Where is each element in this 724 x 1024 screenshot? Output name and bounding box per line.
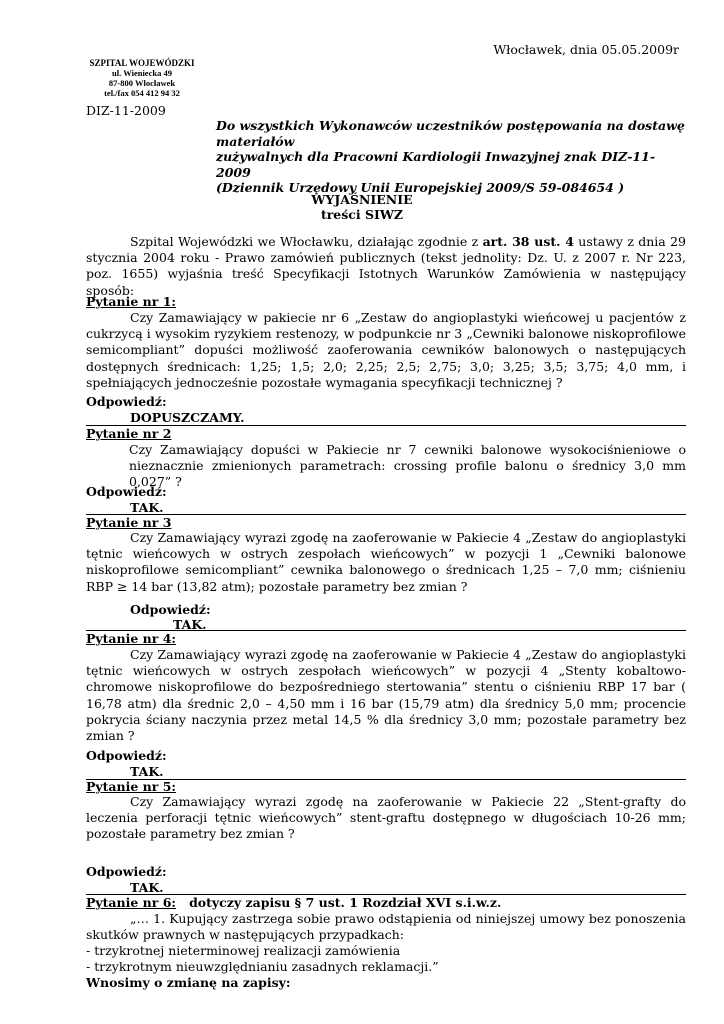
stamp-line-street: ul. Wieniecka 49 (112, 68, 172, 78)
intro-legal-ref: art. 38 ust. 4 (482, 234, 574, 249)
answer-2-value: TAK. (130, 500, 164, 515)
title-line-2: treści SIWZ (320, 207, 404, 222)
hospital-stamp (88, 58, 196, 98)
stamp-line-name: SZPITAL WOJEWÓDZKI (89, 58, 195, 68)
title-line-1: WYJAŚNIENIE (311, 192, 413, 207)
intro-paragraph: Szpital Wojewódzki we Włocławku, działając zgodnie z art. 38 ust. 4 ustawy z dnia 29 stycznia 2004 roku - Prawo zamówień publicznych (tekst jednolity: Dz. U. z 2007 r. Nr 223, poz. 1655) wyjaśnia treść Specyfikacji Istotnych Warunków Zamówienia w następujący sposób: (86, 234, 687, 298)
answer-4-label: Odpowiedź: (86, 748, 167, 763)
question-5-text: Czy Zamawiający wyrazi zgodę na zaoferowanie w Pakiecie 22 „Stent-grafty do leczenia perforacji tętnic wieńcowych” stent-graftu dostępnego w długościach 10-26 mm; pozostałe parametry bez zmian ? (86, 794, 686, 842)
answer-3-value: TAK. (173, 617, 207, 632)
question-3-text: Czy Zamawiający wyrazi zgodę na zaoferowanie w Pakiecie 4 „Zestaw do angioplastyki tętnic wieńcowych w ostrych zespołach wieńcowych” w pozycji 1 „Cewniki balonowe niskoprofilowe semicompliant” cewnika balonowego o średnicach 1,25 – 7,0 mm; ciśnieniu RBP ≥ 14 bar (13,82 atm); pozostałe parametry bez zmian ? (86, 530, 686, 594)
question-6-quote-line: - trzykrotnej nieterminowej realizacji zamówienia (86, 943, 401, 958)
answer-3-label: Odpowiedź: (130, 602, 211, 617)
addressee-line: Do wszystkich Wykonawców uczestników postępowania na dostawę materiałów (216, 118, 685, 149)
answer-4-value: TAK. (130, 764, 164, 779)
question-6-label: Pytanie nr 6: (86, 895, 177, 910)
question-1-label: Pytanie nr 1: (86, 294, 177, 309)
question-4-label: Pytanie nr 4: (86, 631, 177, 646)
stamp-line-phone: tel./fax 054 412 94 32 (104, 88, 180, 98)
answer-5-value: TAK. (130, 880, 164, 895)
question-6-heading (86, 895, 501, 911)
answer-1-label: Odpowiedź: (86, 394, 167, 409)
question-2-label: Pytanie nr 2 (86, 426, 172, 441)
question-6-subject: dotyczy zapisu § 7 ust. 1 Rozdział XVI s.i.w.z. (176, 895, 502, 910)
addressee-block (216, 118, 686, 196)
addressee-line: zużywalnych dla Pracowni Kardiologii Inwazyjnej znak DIZ-11-2009 (216, 149, 656, 180)
question-4-text: Czy Zamawiający wyrazi zgodę na zaoferowanie w Pakiecie 4 „Zestaw do angioplastyki tętnic wieńcowych w ostrych zespołach wieńcowych” w pozycji 4 „Stenty kobaltowo-chromowe niskoprofilowe do bezpośredniego stertowania” stentu o ciśnieniu RBP 17 bar ( 16,78 atm) dla średnic 2,0 – 4,50 mm i 16 bar (15,79 atm) dla średnicy 5,0 mm; procencie pokrycia ściany naczynia przez metal 14,5 % dla średnicy 3,0 mm; pozostałe parametry bez zmian ? (86, 647, 686, 744)
question-6-closing: Wnosimy o zmianę na zapisy: (86, 975, 291, 990)
answer-5-label: Odpowiedź: (86, 864, 167, 879)
question-5-label: Pytanie nr 5: (86, 779, 177, 794)
question-6-quote-line: „… 1. Kupujący zastrzega sobie prawo odstąpienia od niniejszej umowy bez ponoszenia skutków prawnych w następujących przypadkach: (86, 911, 686, 943)
addressee-line: (Dziennik Urzędowy Unii Europejskiej 2009/S 59-084654 ) (216, 180, 625, 195)
question-3-label: Pytanie nr 3 (86, 515, 172, 530)
answer-1-value: DOPUSZCZAMY. (130, 410, 245, 425)
question-6-quote-line: - trzykrotnym nieuwzględnianiu zasadnych reklamacji.” (86, 959, 439, 974)
answer-2-label: Odpowiedź: (86, 484, 167, 499)
reference-number: DIZ-11-2009 (86, 103, 166, 118)
document-date: Włocławek, dnia 05.05.2009r (493, 42, 679, 57)
divider (86, 425, 686, 426)
divider (86, 514, 686, 515)
document-title (0, 192, 724, 222)
stamp-line-city: 87-800 Włocławek (108, 78, 176, 88)
question-2-text: Czy Zamawiający dopuści w Pakiecie nr 7 cewniki balonowe wysokociśnieniowe o nieznacznie zmienionych parametrach: crossing profile balonu o średnicy 3,0 mm 0,027” ? (129, 442, 686, 490)
question-1-text: Czy Zamawiający w pakiecie nr 6 „Zestaw do angioplastyki wieńcowej u pacjentów z cukrzycą i wysokim ryzykiem restenozy, w podpunkcie nr 3 „Cewniki balonowe niskoprofilowe semicompliant” dopuści możliwość zaoferowania cewników balonowych o następujących dostępnych średnicach: 1,25; 1,5; 2,0; 2,25; 2,5; 2,75; 3,0; 3,25; 3,5; 3,75; 4,0 mm, i spełniających jednocześnie pozostałe wymagania specyfikacji technicznej ? (86, 310, 686, 390)
